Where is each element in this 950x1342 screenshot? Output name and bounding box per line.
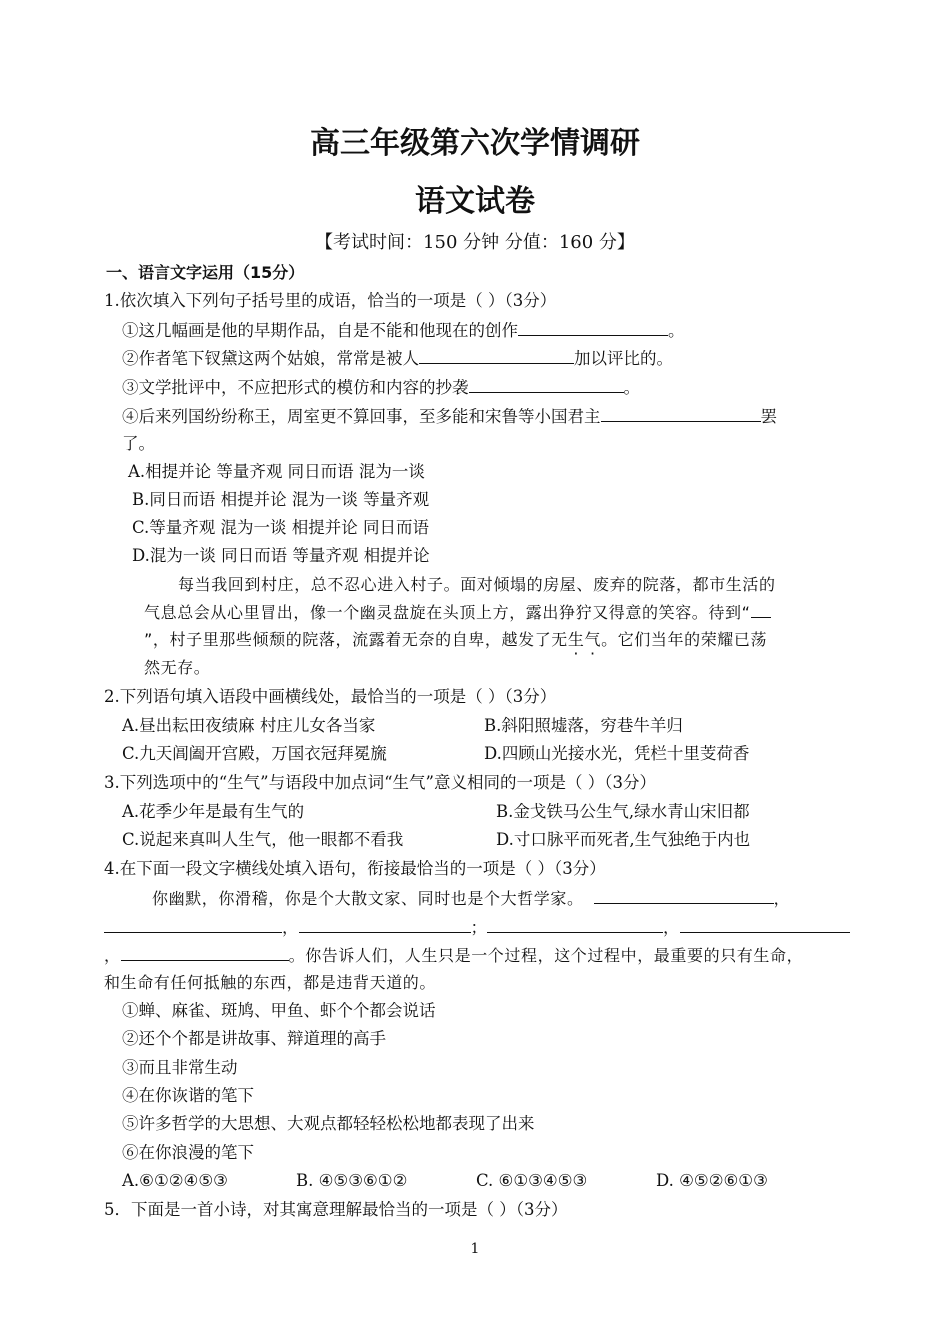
q4-sep-3: ， — [663, 918, 680, 937]
q1-option-d: D.混为一谈 同日而语 等量齐观 相提并论 — [132, 546, 430, 565]
dotted-char-sheng: 生 — [567, 630, 585, 649]
blank-line — [680, 916, 850, 933]
q1-s2-end: 加以评比的。 — [574, 349, 673, 368]
q1-option-c: C.等量齐观 混为一谈 相提并论 同日而语 — [132, 518, 430, 537]
q4-paragraph-line-3 — [104, 944, 803, 967]
q2-option-d: D.四顾山光接水光，凭栏十里芰荷香 — [484, 744, 750, 763]
blank-line — [594, 887, 774, 904]
q1-stem: 1.依次填入下列句子括号里的成语，恰当的一项是（ ）（3分） — [104, 291, 557, 310]
q5-stem: 5．下面是一首小诗，对其寓意理解最恰当的一项是（ ）（3分） — [104, 1200, 568, 1219]
section-heading: 一、语言文字运用（15分） — [106, 263, 305, 282]
q4-item-2: ②还个个都是讲故事、辩道理的高手 — [122, 1029, 386, 1048]
blank-line — [751, 601, 771, 618]
q4-option-b: B. ④⑤③⑥①② — [296, 1171, 408, 1190]
page-number: 1 — [470, 1241, 480, 1257]
q1-s3-end: 。 — [623, 378, 640, 397]
q1-s3-text: ③文学批评中，不应把形式的模仿和内容的抄袭 — [122, 378, 469, 397]
exam-title: 高三年级第六次学情调研 — [310, 126, 640, 161]
dotted-char-qi: 气 — [584, 630, 602, 649]
q4-sep-4: ， — [104, 946, 121, 965]
q2-option-c: C.九天阊阖开宫殿，万国衣冠拜冕旒 — [122, 744, 387, 763]
q4-p1-comma: ， — [773, 889, 791, 908]
q3-option-c: C.说起来真叫人生气，他一眼都不看我 — [122, 830, 404, 849]
blank-line — [121, 944, 289, 961]
q1-sentence-1 — [122, 319, 685, 342]
q4-sep-1: ， — [282, 918, 299, 937]
q4-item-6: ⑥在你浪漫的笔下 — [122, 1143, 254, 1162]
blank-line — [469, 376, 624, 393]
passage-line-1: 每当我回到村庄，总不忍心进入村子。面对倾塌的房屋、废弃的院落，都市生活的 — [178, 575, 776, 594]
q2-option-a: A.昼出耘田夜绩麻 村庄儿女各当家 — [122, 716, 376, 735]
q1-s4-text: ④后来列国纷纷称王，周室更不算回事，至多能和宋鲁等小国君主 — [122, 407, 601, 426]
q1-s1-text: ①这几幅画是他的早期作品，自是不能和他现在的创作 — [122, 321, 518, 340]
blank-line — [419, 347, 574, 364]
q1-option-a: A.相提并论 等量齐观 同日而语 混为一谈 — [128, 462, 425, 481]
blank-line — [487, 916, 663, 933]
q4-option-a: A.⑥①②④⑤③ — [122, 1171, 228, 1190]
q4-p3-text: 。你告诉人们，人生只是一个过程，这个过程中，最重要的只有生命， — [288, 946, 804, 965]
q4-option-c: C. ⑥①③④⑤③ — [476, 1171, 588, 1190]
q4-paragraph-line-4: 和生命有任何抵触的东西，都是违背天道的。 — [104, 973, 437, 992]
q1-s2-text: ②作者笔下钗黛这两个姑娘，常常是被人 — [122, 349, 419, 368]
q4-item-1: ①蝉、麻雀、斑鸠、甲鱼、虾个个都会说话 — [122, 1001, 436, 1020]
q3-option-a: A.花季少年是最有生气的 — [122, 802, 305, 821]
passage-line-3 — [144, 629, 767, 651]
q4-item-3: ③而且非常生动 — [122, 1058, 238, 1077]
q3-stem: 3.下列选项中的“生气”与语段中加点词“生气”意义相同的一项是（ ）（3分） — [104, 773, 656, 792]
passage-line-4: 然无存。 — [144, 658, 211, 677]
q4-stem: 4.在下面一段文字横线处填入语句，衔接最恰当的一项是（ ）（3分） — [104, 859, 606, 878]
q3-option-b: B.金戈铁马公生气,绿水青山宋旧都 — [496, 802, 750, 821]
q1-s4-end: 罢 — [760, 407, 777, 426]
q2-option-b: B.斜阳照墟落，穷巷牛羊归 — [484, 716, 683, 735]
q4-p1-text: 你幽默，你滑稽，你是个大散文家、同时也是个大哲学家。 — [152, 889, 584, 908]
blank-line — [601, 405, 761, 422]
q1-sentence-3 — [122, 376, 640, 399]
q1-s1-end: 。 — [668, 321, 685, 340]
blank-line — [299, 916, 471, 933]
passage-l2-text: 气息总会从心里冒出，像一个幽灵盘旋在头顶上方，露出狰狞又得意的笑容。待到“ — [144, 603, 751, 622]
q2-stem: 2.下列语句填入语段中画横线处，最恰当的一项是（ ）（3分） — [104, 687, 557, 706]
q1-option-b: B.同日而语 相提并论 混为一谈 等量齐观 — [132, 490, 430, 509]
q4-paragraph-line-2 — [104, 916, 850, 939]
q4-item-4: ④在你诙谐的笔下 — [122, 1086, 254, 1105]
passage-line-2 — [144, 601, 771, 624]
exam-info: 【考试时间：150 分钟 分值：160 分】 — [315, 232, 635, 253]
q1-sentence-2 — [122, 347, 673, 370]
exam-subtitle: 语文试卷 — [415, 184, 535, 219]
blank-line — [518, 319, 668, 336]
passage-l3-text-b: 。它们当年的荣耀已荡 — [601, 630, 768, 649]
q4-paragraph-line-1 — [152, 887, 790, 910]
q3-option-d: D.寸口脉平而死者,生气独绝于内也 — [496, 830, 751, 849]
q4-sep-2: ； — [470, 918, 487, 937]
q1-sentence-4 — [122, 405, 777, 428]
passage-l3-text-a: ”，村子里那些倾颓的院落，流露着无奈的自卑，越发了无 — [144, 630, 568, 649]
q4-item-5: ⑤许多哲学的大思想、大观点都轻轻松松地都表现了出来 — [122, 1114, 535, 1133]
blank-line — [104, 916, 282, 933]
q1-sentence-4-cont: 了。 — [122, 434, 155, 453]
q4-option-d: D. ④⑤②⑥①③ — [656, 1171, 768, 1190]
